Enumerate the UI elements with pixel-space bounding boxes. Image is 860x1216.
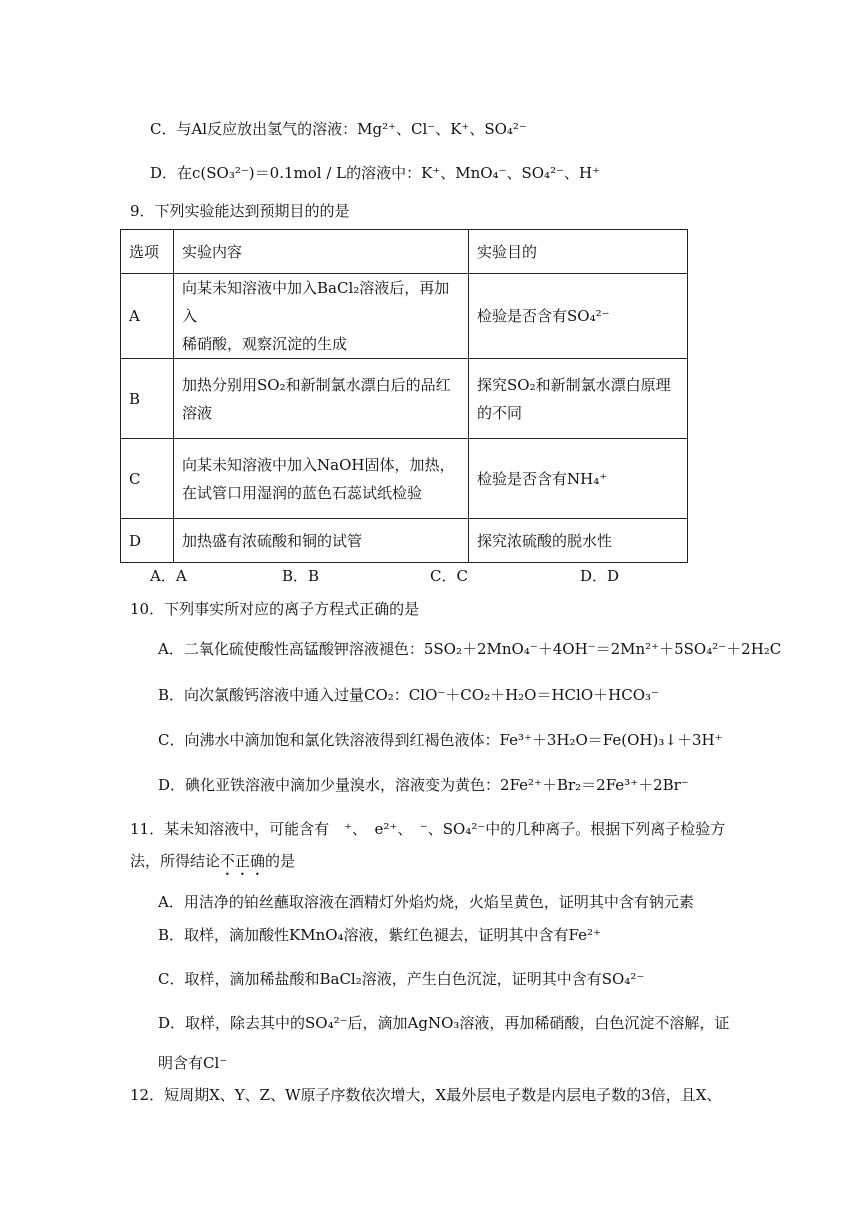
q11-option-b[interactable]: B．取样，滴加酸性KMnO₄溶液，紫红色褪去，证明其中含有Fe²⁺ (158, 926, 601, 944)
row-content-line: 向某未知溶液中加入BaCl₂溶液后，再加入 (182, 279, 450, 325)
table-row (121, 274, 688, 359)
row-purpose (469, 439, 688, 519)
row-purpose-line: 检验是否含有NH₄⁺ (477, 469, 608, 488)
q11-stem-post: 的是 (265, 852, 296, 870)
row-content (174, 359, 469, 439)
table-header-row (121, 230, 688, 274)
q11-option-c[interactable]: C．取样，滴加稀盐酸和BaCl₂溶液，产生白色沉淀，证明其中含有SO₄²⁻ (158, 970, 645, 988)
table-row (121, 439, 688, 519)
prev-option-c-ions: Mg²⁺、Cl⁻、K⁺、SO₄²⁻ (357, 120, 527, 138)
row-content-line: 向某未知溶液中加入NaOH固体，加热， (182, 455, 455, 474)
q11-stem-emphasis: 不正确 (220, 852, 266, 870)
row-content (174, 519, 469, 563)
q11-option-d-line1[interactable]: D．取样，除去其中的SO₄²⁻后，滴加AgNO₃溶液，再加稀硝酸，白色沉淀不溶解，证 (158, 1014, 730, 1032)
row-purpose-line: 的不同 (477, 403, 523, 422)
row-content-line: 在试管口用湿润的蓝色石蕊试纸检验 (182, 483, 423, 502)
prev-option-d-label: D．在c(SO₃²⁻)＝0.1mol / L的溶液中： (150, 164, 422, 182)
q11-option-d-line2: 明含有Cl⁻ (158, 1054, 228, 1072)
row-content-line: 加热盛有浓硫酸和铜的试管 (182, 531, 363, 550)
q10-option-d[interactable]: D．碘化亚铁溶液中滴加少量溴水，溶液变为黄色：2Fe²⁺＋Br₂＝2Fe³⁺＋2Br⁻ (158, 776, 689, 794)
prev-option-d-ions: K⁺、MnO₄⁻、SO₄²⁻、H⁺ (421, 164, 600, 182)
q9-stem: 9．下列实验能达到预期目的的是 (130, 202, 350, 220)
q9-choice-c[interactable]: C．C (430, 567, 468, 585)
q11-stem-line2 (130, 850, 295, 879)
prev-option-d (150, 162, 600, 184)
row-purpose (469, 359, 688, 439)
row-option: D (121, 519, 174, 563)
row-content-line: 稀硝酸，观察沉淀的生成 (182, 335, 348, 353)
row-purpose-line: 检验是否含有SO₄²⁻ (477, 307, 610, 325)
prev-option-c (150, 118, 527, 140)
q9-choice-d[interactable]: D．D (580, 567, 620, 585)
q9-choice-b[interactable]: B．B (282, 567, 320, 585)
header-content: 实验内容 (174, 230, 469, 274)
row-option: A (121, 274, 174, 359)
q11-stem-line1: 11．某未知溶液中，可能含有 ⁺、 e²⁺、 ⁻、SO₄²⁻中的几种离子。根据下列离子检验方 (130, 820, 726, 838)
q12-stem: 12．短周期X、Y、Z、W原子序数依次增大，X最外层电子数是内层电子数的3倍，且X、 (130, 1086, 722, 1104)
header-purpose: 实验目的 (469, 230, 688, 274)
q9-experiment-table (120, 229, 688, 563)
row-option: B (121, 359, 174, 439)
row-option: C (121, 439, 174, 519)
q10-option-b[interactable]: B．向次氯酸钙溶液中通入过量CO₂：ClO⁻＋CO₂＋H₂O＝HClO＋HCO₃⁻ (158, 686, 659, 704)
q10-option-c[interactable]: C．向沸水中滴加饱和氯化铁溶液得到红褐色液体：Fe³⁺＋3H₂O＝Fe(OH)₃↓＋3H⁺ (158, 731, 723, 749)
row-purpose-line: 探究浓硫酸的脱水性 (477, 531, 613, 550)
q10-option-a[interactable]: A．二氧化硫使酸性高锰酸钾溶液褪色：5SO₂＋2MnO₄⁻＋4OH⁻＝2Mn²⁺＋5SO₄²⁻＋2H₂C (158, 640, 782, 658)
q11-option-a[interactable]: A．用洁净的铂丝蘸取溶液在酒精灯外焰灼烧，火焰呈黄色，证明其中含有钠元素 (158, 893, 694, 911)
row-purpose (469, 274, 688, 359)
table-row (121, 519, 688, 563)
row-content-line: 加热分别用SO₂和新制氯水漂白后的品红 (182, 375, 451, 394)
q11-stem-pre: 法，所得结论 (130, 852, 221, 870)
row-content (174, 439, 469, 519)
q10-stem: 10．下列事实所对应的离子方程式正确的是 (130, 600, 420, 618)
row-purpose (469, 519, 688, 563)
header-option: 选项 (121, 230, 174, 274)
row-purpose-line: 探究SO₂和新制氯水漂白原理 (477, 375, 671, 394)
table-row (121, 359, 688, 439)
q9-choice-a[interactable]: A．A (150, 567, 187, 585)
row-content-line: 溶液 (182, 403, 213, 422)
row-content (174, 274, 469, 359)
prev-option-c-label: C．与Al反应放出氢气的溶液： (150, 120, 358, 138)
